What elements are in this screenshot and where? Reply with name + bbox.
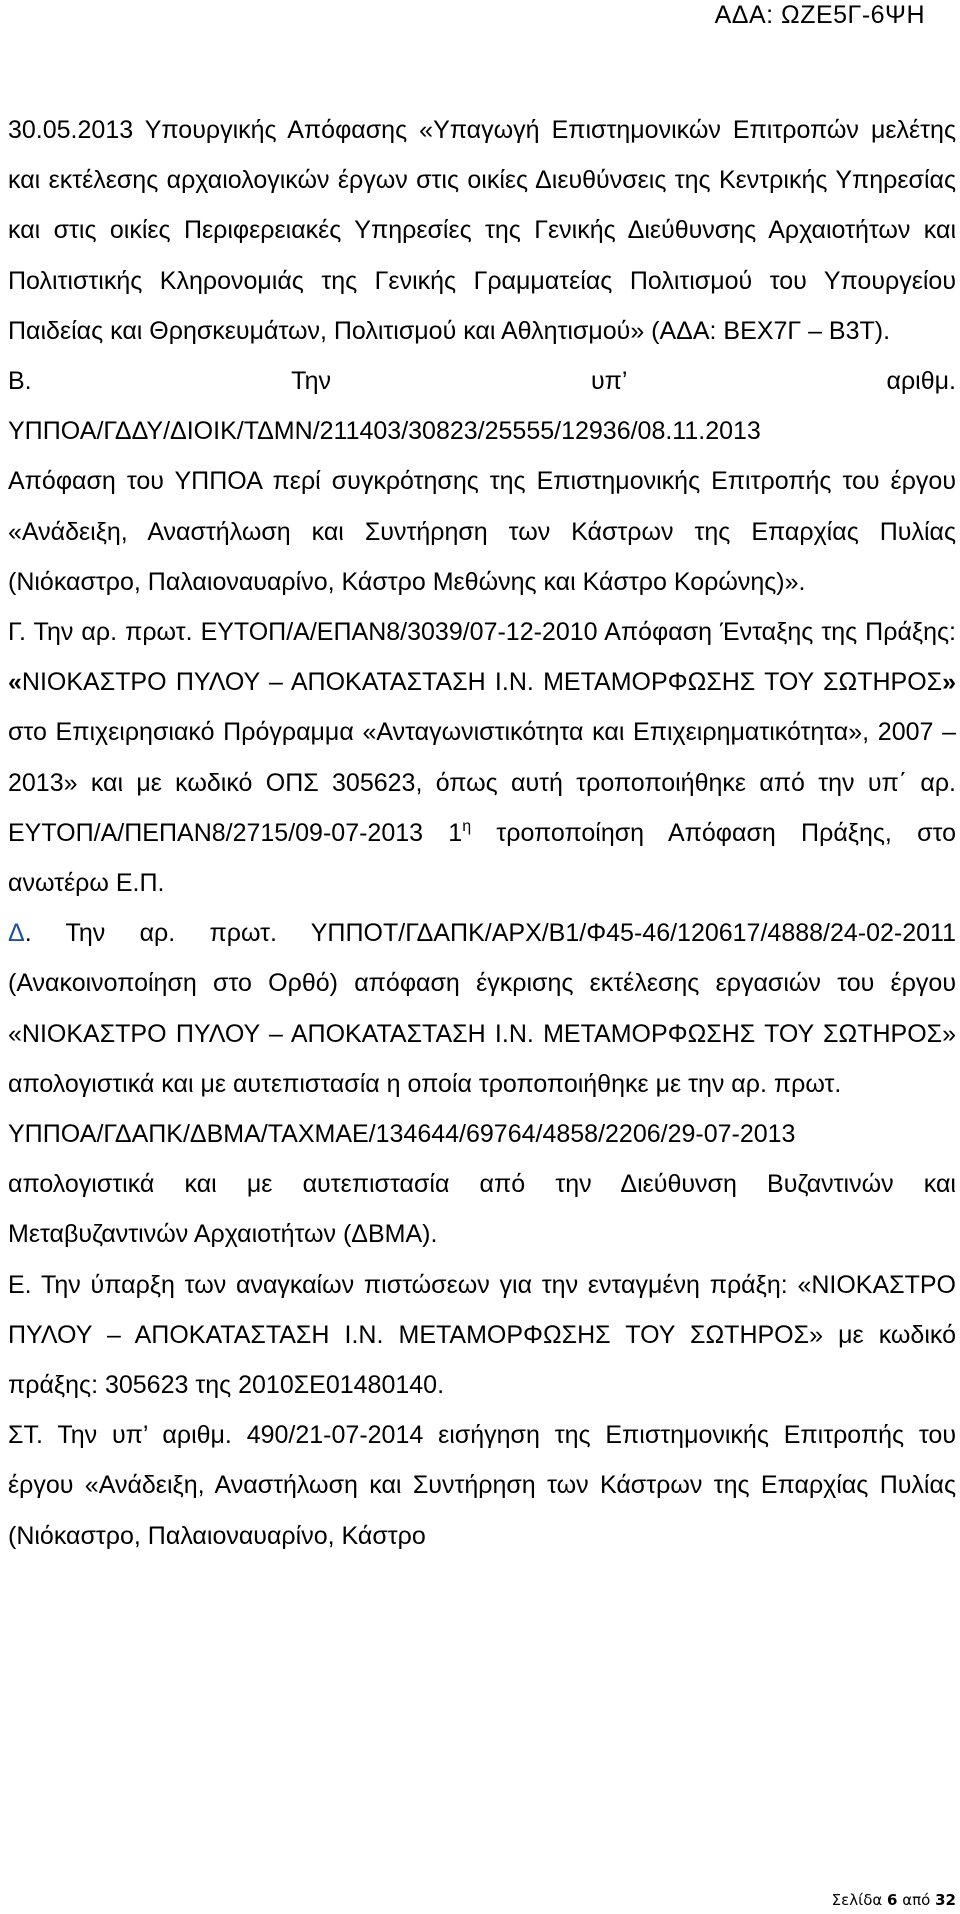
current-page: 6 (887, 1891, 898, 1909)
footer-middle: από (897, 1891, 936, 1909)
paragraph-d-text: . Την αρ. πρωτ. ΥΠΠΟΤ/ΓΔΑΠΚ/ΑΡΧ/Β1/Φ45-46/120617/4888/24-02-2011 (Ανακοινοποίηση στο Ορθό) απόφαση έγκρισης εκτέλεσης εργασιών του έργου «ΝΙΟΚΑΣΤΡΟ ΠΥΛΟΥ – ΑΠΟΚΑΤΑΣΤΑΣΗ Ι.Ν. ΜΕΤΑΜΟΡΦΩΣΗΣ ΤΟΥ ΣΩΤΗΡΟΣ» απολογιστικά και με αυτεπιστασία η οποία τροποποιήθηκε με την αρ. πρωτ. (8, 919, 956, 1098)
amendment-text: τροποποίηση Απόφαση Πράξης, στο ανωτέρω Ε.Π. (8, 818, 956, 898)
paragraph-d-rest: απολογιστικά και με αυτεπιστασία από την Διεύθυνση Βυζαντινών και Μεταβυζαντινών Αρχαιοτήτων (ΔΒΜΑ). (8, 1170, 956, 1249)
paragraph-d (8, 908, 956, 1109)
paragraph-e: Ε. Την ύπαρξη των αναγκαίων πιστώσεων για την ενταγμένη πράξη: «ΝΙΟΚΑΣΤΡΟ ΠΥΛΟΥ – ΑΠΟΚΑΤΑΣΤΑΣΗ Ι.Ν. ΜΕΤΑΜΟΡΦΩΣΗΣ ΤΟΥ ΣΩΤΗΡΟΣ» με κωδικό πράξης: 305623 της 2010ΣΕ01480140. (8, 1270, 956, 1400)
document-body (8, 105, 956, 1561)
paragraph-b-heading: Β. Την υπ’ αριθμ. (8, 367, 956, 396)
paragraph-b-text: Απόφαση του ΥΠΠΟΑ περί συγκρότησης της Επιστημονικής Επιτροπής του έργου «Ανάδειξη, Αναστήλωση και Συντήρηση των Κάστρων της Επαρχίας Πυλίας (Νιόκαστρο, Παλαιοναυαρίνο, Κάστρο Μεθώνης και Κάστρο Κορώνης)». (8, 467, 956, 596)
paragraph-d-reference: ΥΠΠΟΑ/ΓΔΑΠΚ/ΔΒΜΑ/ΤΑΧΜΑΕ/134644/69764/4858/2206/29-07-2013 (8, 1120, 796, 1149)
quote-close: » (942, 668, 956, 697)
paragraph-d-letter: Δ (8, 919, 25, 948)
project-title: ΝΙΟΚΑΣΤΡΟ ΠΥΛΟΥ – ΑΠΟΚΑΤΑΣΤΑΣΗ Ι.Ν. ΜΕΤΑΜΟΡΦΩΣΗΣ ΤΟΥ ΣΩΤΗΡΟΣ (21, 668, 943, 697)
paragraph-g-rest: στο Επιχειρησιακό Πρόγραμμα «Ανταγωνιστικότητα και Επιχειρηματικότητα», 2007 – 2013» και με κωδικό ΟΠΣ 305623, όπως αυτή τροποποιήθηκε από την υπ΄ αρ. (8, 718, 956, 797)
paragraph-g (8, 607, 956, 908)
ada-code: ΑΔΑ: ΩΖΕ5Γ-6ΨΗ (714, 1, 925, 29)
footer-prefix: Σελίδα (831, 1891, 888, 1909)
ordinal-superscript: η (462, 817, 472, 835)
paragraph-b-reference: ΥΠΠΟΑ/ΓΔΔΥ/ΔΙΟΙΚ/ΤΔΜΝ/211403/30823/25555/12936/08.11.2013 (8, 417, 761, 446)
paragraph-g-start: Γ. Την αρ. πρωτ. ΕΥΤΟΠ/Α/ΕΠΑΝ8/3039/07-12-2010 Απόφαση Ένταξης της Πράξης: (8, 618, 956, 647)
paragraph-ministerial-decision: 30.05.2013 Υπουργικής Απόφασης «Υπαγωγή Επιστημονικών Επιτροπών μελέτης και εκτέλεσης αρχαιολογικών έργων στις οικίες Διευθύνσεις της Κεντρικής Υπηρεσίας και στις οικίες Περιφερειακές Υπηρεσίες της Γενικής Διεύθυνσης Αρχαιοτήτων και Πολιτιστικής Κληρονομιάς της Γενικής Γραμματείας Πολιτισμού του Υπουργείου Παιδείας και Θρησκευμάτων, Πολιτισμού και Αθλητισμού» (ΑΔΑ: ΒΕΧ7Γ – Β3Τ). (8, 116, 956, 345)
paragraph-st: ΣΤ. Την υπ’ αριθμ. 490/21-07-2014 εισήγηση της Επιστημονικής Επιτροπής του έργου «Ανάδειξη, Αναστήλωση και Συντήρηση των Κάστρων της Επαρχίας Πυλίας (Νιόκαστρο, Παλαιοναυαρίνο, Κάστρο (8, 1421, 956, 1550)
total-pages: 32 (935, 1891, 956, 1909)
page-footer (832, 1890, 956, 1910)
amendment-reference: ΕΥΤΟΠ/Α/ΠΕΠΑΝ8/2715/09-07-2013 1 (8, 818, 463, 847)
quote-open: « (8, 668, 22, 697)
